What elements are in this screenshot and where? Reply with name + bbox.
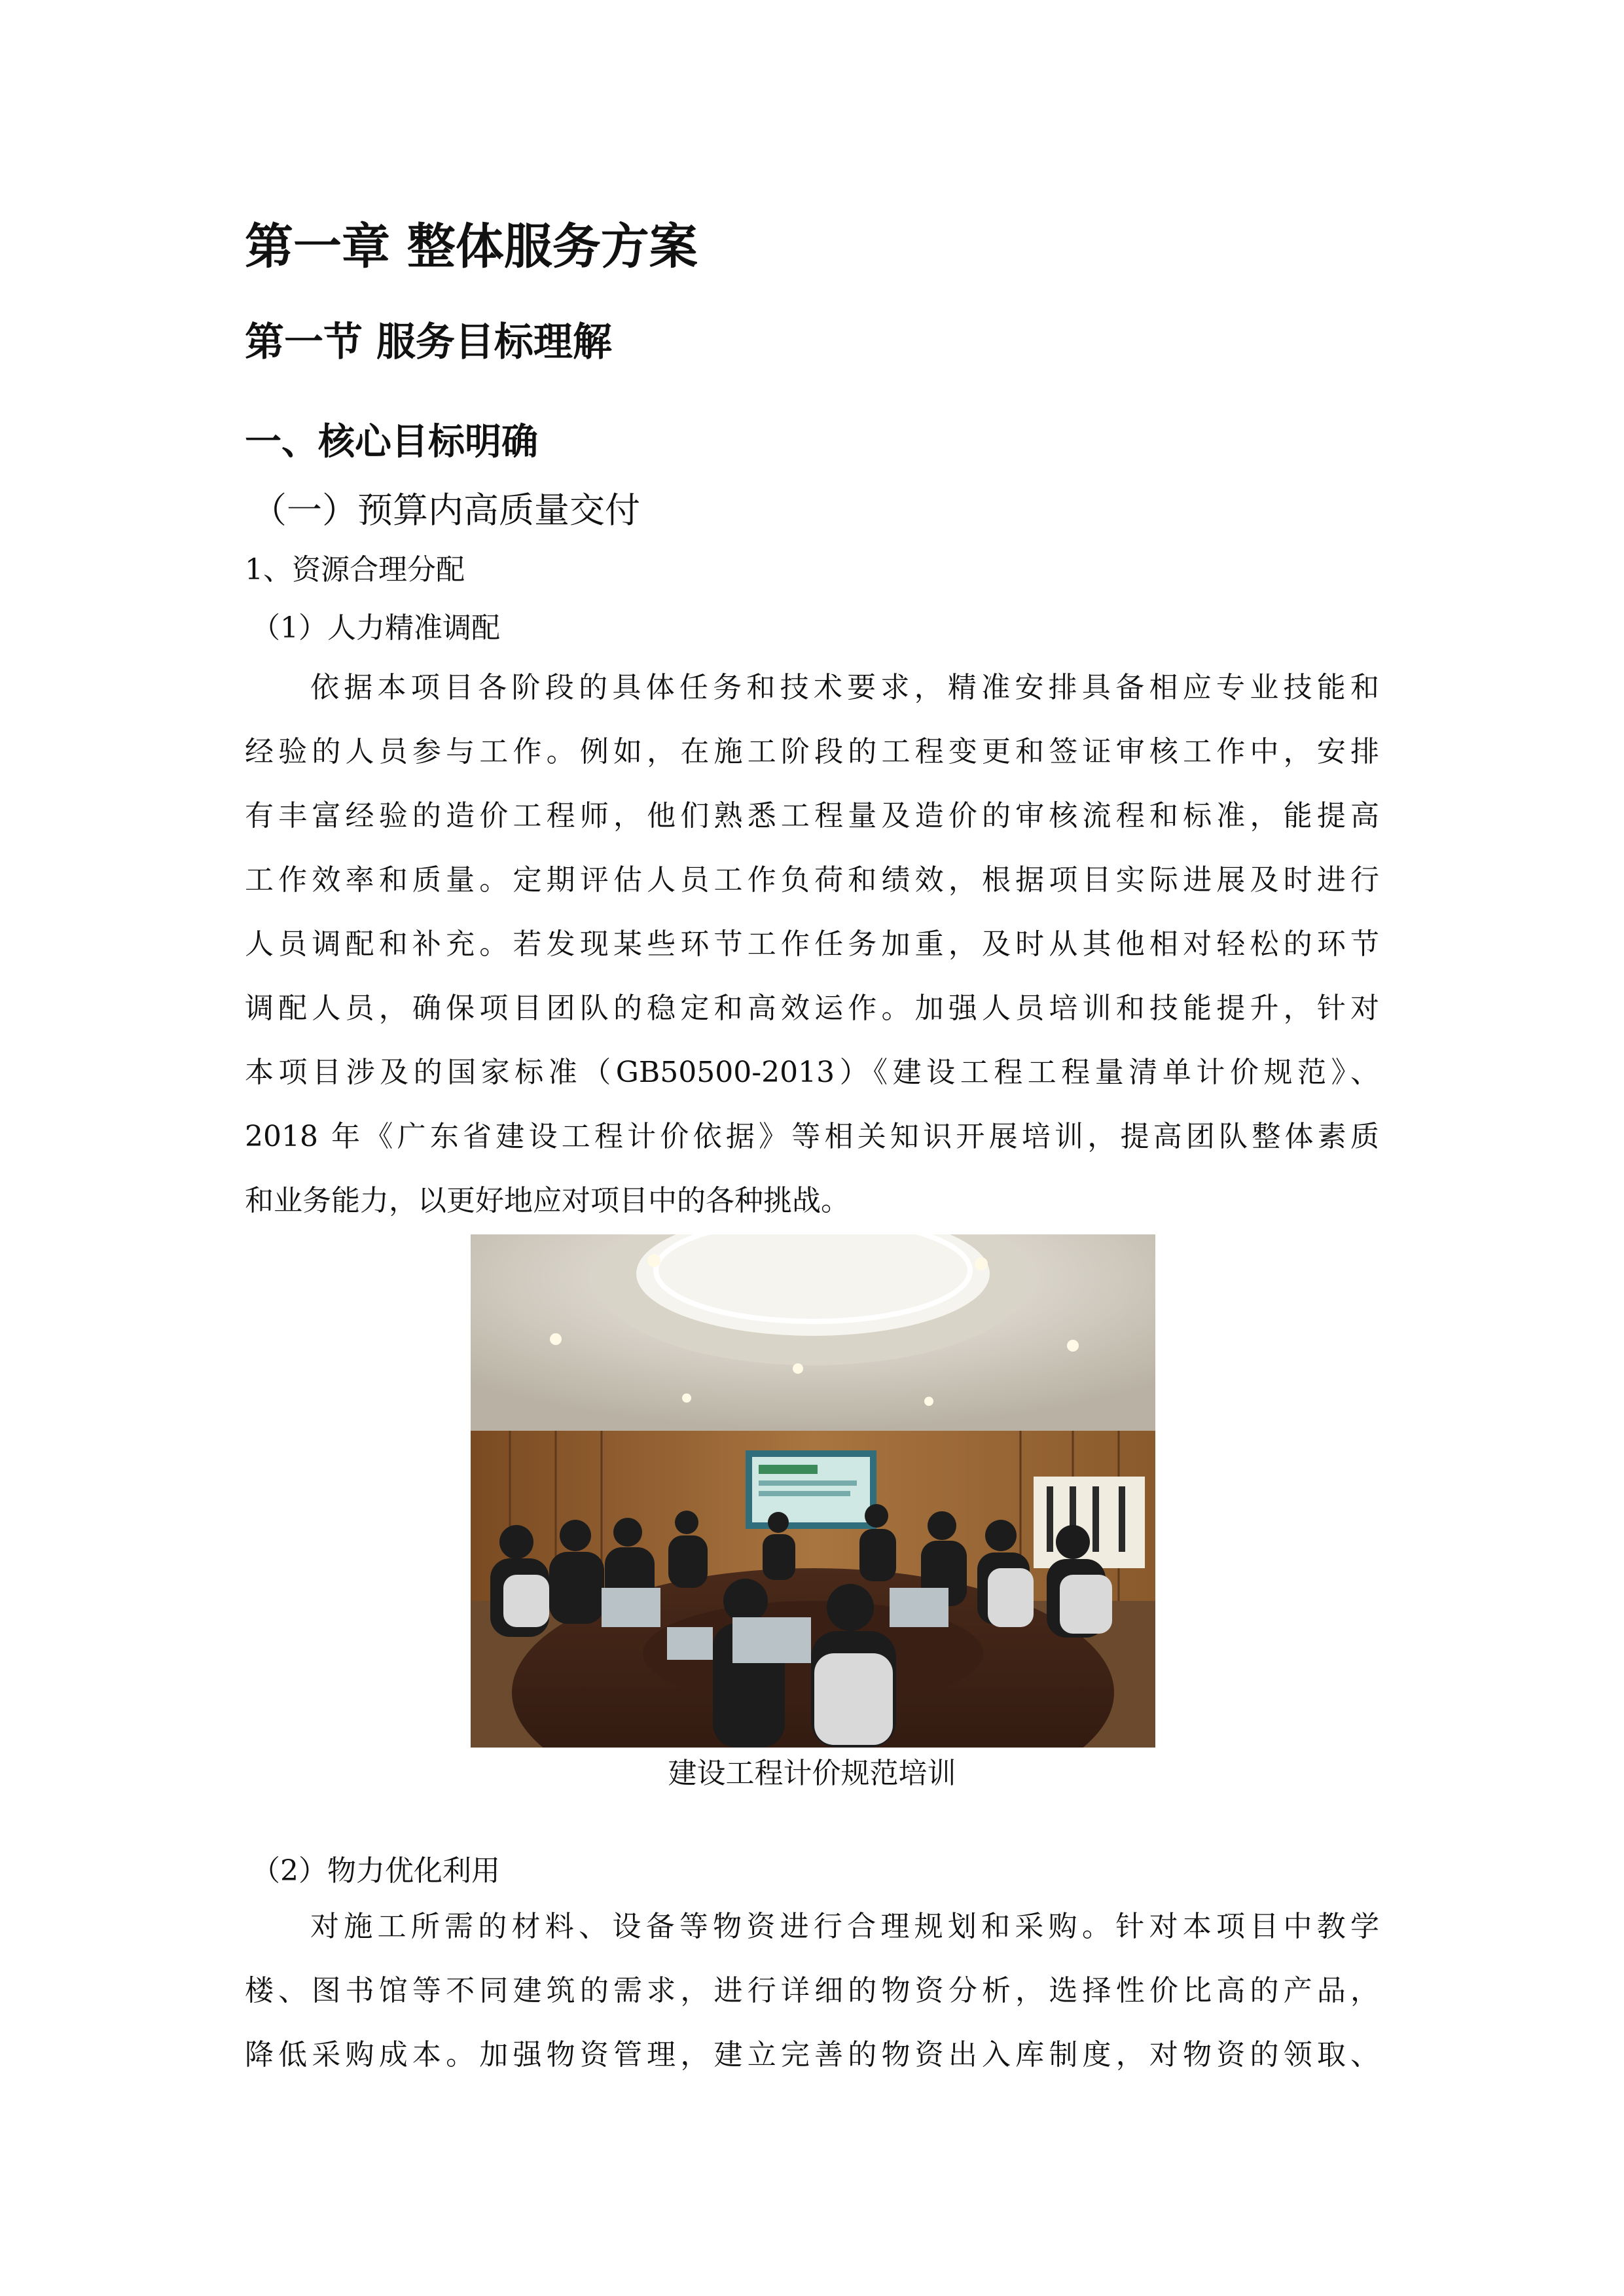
paragraph-line: 和业务能力，以更好地应对项目中的各种挑战。	[245, 1184, 850, 1217]
heading-materials: （2）物力优化利用	[251, 1854, 500, 1888]
paragraph-line: 本项目涉及的国家标准（GB50500-2013）《建设工程工程量清单计价规范》、	[245, 1056, 1379, 1089]
training-photo	[471, 1234, 1155, 1748]
paragraph-line: 2018 年《广东省建设工程计价依据》等相关知识开展培训，提高团队整体素质	[245, 1120, 1379, 1153]
paragraph-line: 经验的人员参与工作。例如，在施工阶段的工程变更和签证审核工作中，安排	[245, 735, 1379, 768]
photo-caption: 建设工程计价规范培训	[668, 1757, 956, 1790]
paragraph-line: 有丰富经验的造价工程师，他们熟悉工程量及造价的审核流程和标准，能提高	[245, 799, 1379, 833]
heading-budget-delivery: （一）预算内高质量交付	[251, 490, 640, 531]
paragraph-line: 降低采购成本。加强物资管理，建立完善的物资出入库制度，对物资的领取、	[245, 2038, 1379, 2072]
chapter-title: 第一章 整体服务方案	[245, 219, 698, 275]
paragraph-line: 调配人员，确保项目团队的稳定和高效运作。加强人员培训和技能提升，针对	[245, 992, 1379, 1025]
paragraph-line: 楼、图书馆等不同建筑的需求，进行详细的物资分析，选择性价比高的产品，	[245, 1974, 1379, 2007]
paragraph-line: 依据本项目各阶段的具体任务和技术要求，精准安排具备相应专业技能和	[310, 671, 1379, 704]
heading-staffing: （1）人力精准调配	[251, 611, 500, 645]
paragraph-line: 对施工所需的材料、设备等物资进行合理规划和采购。针对本项目中教学	[310, 1910, 1379, 1943]
paragraph-materials	[245, 1895, 1379, 2087]
heading-resource-allocation: 1、资源合理分配	[245, 553, 465, 586]
heading-core-goal: 一、核心目标明确	[245, 421, 538, 463]
paragraph-staffing	[245, 656, 1379, 1233]
paragraph-line: 工作效率和质量。定期评估人员工作负荷和绩效，根据项目实际进展及时进行	[245, 863, 1379, 897]
section-title: 第一节 服务目标理解	[245, 319, 612, 365]
paragraph-line: 人员调配和补充。若发现某些环节工作任务加重，及时从其他相对轻松的环节	[245, 927, 1379, 961]
